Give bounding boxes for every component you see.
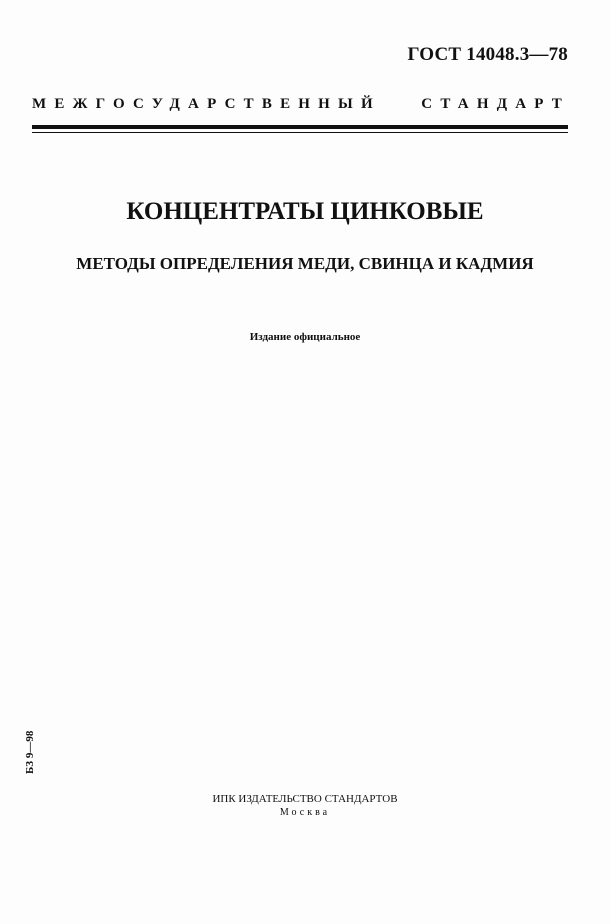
publisher-city: Москва xyxy=(279,807,331,818)
publisher-name: ИПК ИЗДАТЕЛЬСТВО СТАНДАРТОВ xyxy=(212,793,398,805)
edition-note: Издание официальное xyxy=(249,331,361,343)
standard-type-heading: МЕЖГОСУДАРСТВЕННЫЙ СТАНДАРТ xyxy=(32,96,570,112)
header-rule-thick xyxy=(32,125,568,129)
document-title: КОНЦЕНТРАТЫ ЦИНКОВЫЕ xyxy=(126,198,484,225)
header-rule-thin xyxy=(32,132,568,133)
document-subtitle: МЕТОДЫ ОПРЕДЕЛЕНИЯ МЕДИ, СВИНЦА И КАДМИЯ xyxy=(76,254,534,273)
gost-code: ГОСТ 14048.3—78 xyxy=(407,44,568,65)
catalog-code: БЗ 9—98 xyxy=(24,730,36,774)
